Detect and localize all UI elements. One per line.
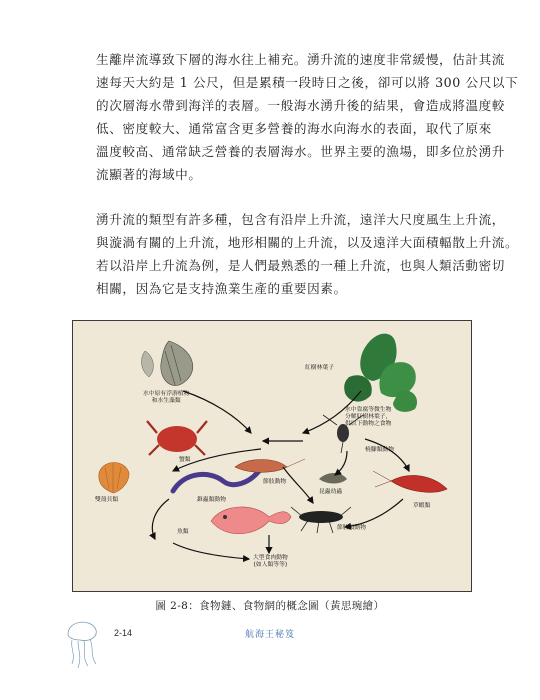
figure-label-bivalve: 雙殼貝類 [95,497,119,503]
paragraph-1 [96,48,519,186]
text-line: 相關，因為它是支持漁業生產的重要因素。 [96,281,347,296]
figure-label-arthropod: 節肢類動物 [337,525,366,531]
figure-label-plankton [143,391,189,405]
paragraph-2 [96,208,519,300]
crab-illustration [147,421,207,455]
plankton-illustration [142,341,193,386]
label-line: 大型食肉動物 [253,555,288,561]
label-line: (如人類等等) [253,562,288,568]
page-number: 2-14 [114,628,133,638]
label-line: 分解紅樹林葉子， [345,414,392,420]
figure-label-insect-larvae: 昆蟲幼蟲 [319,489,343,495]
shrimp-illustration [235,459,305,472]
figure-label-detritus [345,407,391,428]
book-title: 航海王秘笈 [244,630,295,640]
bivalve-illustration [99,463,129,494]
text-line: 若以沿岸上升流為例，是人們最熟悉的一種上升流，也與人類活動密切 [96,258,506,273]
figure-label-copepod: 橈腳類動物 [365,447,394,453]
figure-label-crab: 蟹類 [179,457,191,463]
fish-illustration [211,507,291,534]
food-web-figure [72,320,472,592]
figure-label-shrimp: 節肢動物 [263,479,287,485]
text-line: 與漩渦有關的上升流，地形相關的上升流，以及遠洋大面積輻散上升流。 [96,235,519,250]
label-line: 供以下動物之食物 [345,421,392,427]
figure-caption: 圖 2-8：食物鏈、食物網的概念圖（黃思琬繪） [155,600,385,612]
insect-larvae-illustration [319,473,347,484]
text-line: 流顯著的海域中。 [96,167,202,182]
text-line: 生離岸流導致下層的海水往上補充。湧升流的速度非常緩慢，估計其流 [96,52,506,67]
label-line: 水中靠腐等微生物 [345,407,392,413]
figure-label-predators [253,555,288,569]
text-line: 溫度較高、通常缺乏營養的表層海水。世界主要的漁場，即多位於湧升 [96,144,506,159]
mangrove-leaves-illustration [344,334,417,412]
figure-label-prawn: 草蝦類 [413,503,431,509]
figure-label-mangrove-leaves: 紅樹林葉子 [305,365,334,371]
food-web-illustration [73,321,471,591]
polychaete-illustration [173,471,259,491]
figure-label-polychaete: 錐蟲類動物 [197,497,226,503]
text-line: 低、密度較大、通常富含更多營養的海水向海水的表面，取代了原來 [96,121,492,136]
text-line: 速每天大約是 1 公尺，但是累積一段時日之後，卻可以將 300 公尺以下 [96,75,519,90]
label-line: 水中原有浮游植物 [143,391,190,397]
prawn-illustration [373,471,447,492]
jellyfish-icon [62,614,106,670]
label-line: 和水生藻類 [151,398,181,404]
text-line: 的次層海水帶到海洋的表層。一般海水湧升後的結果，會造成將溫度較 [96,98,506,113]
figure-label-fish: 魚類 [177,529,189,535]
text-line: 湧升流的類型有許多種，包含有沿岸上升流，遠洋大尺度風生上升流， [96,212,506,227]
